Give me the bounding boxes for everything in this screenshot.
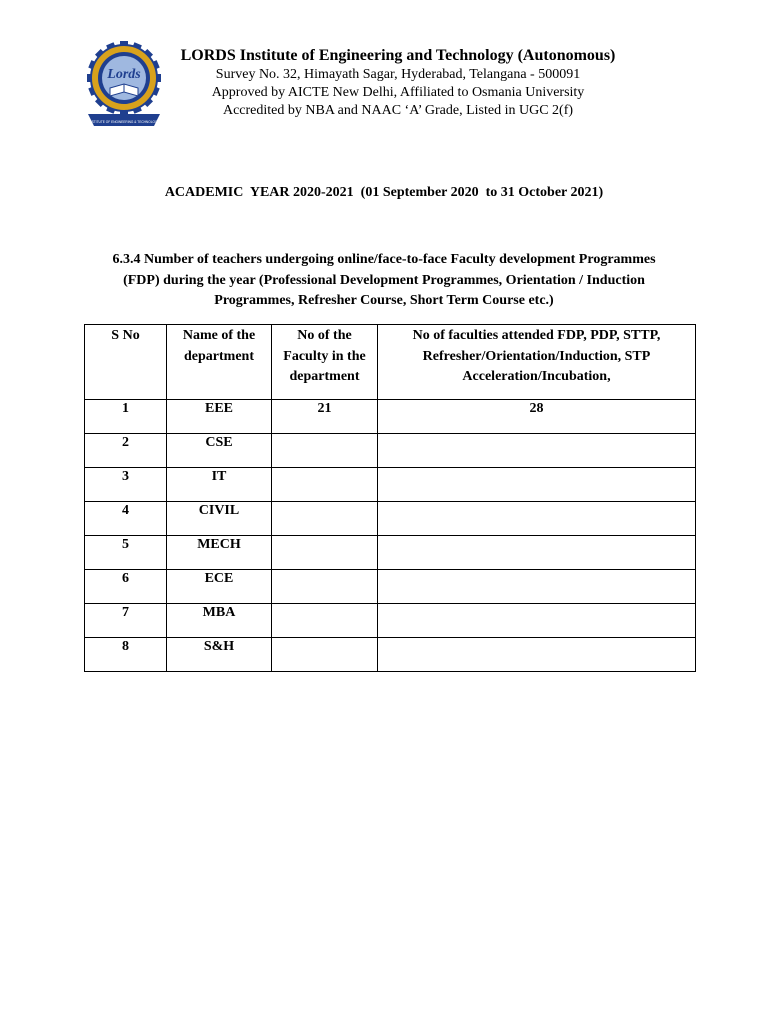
cell-faculty-count — [272, 468, 378, 502]
cell-faculty-count — [272, 434, 378, 468]
cell-department: MBA — [167, 604, 272, 638]
cell-department: S&H — [167, 638, 272, 672]
cell-faculty-count — [272, 502, 378, 536]
table-row — [85, 468, 696, 502]
cell-sno: 1 — [85, 400, 167, 434]
institute-logo — [84, 38, 164, 130]
cell-faculty-count — [272, 570, 378, 604]
criterion-line-1: 6.3.4 Number of teachers undergoing online/face-to-face Faculty development Programmes — [112, 252, 656, 267]
header-sno: S No — [85, 325, 167, 400]
institution-accreditation: Accredited by NBA and NAAC ‘A’ Grade, Listed in UGC 2(f) — [222, 103, 574, 118]
table-row — [85, 604, 696, 638]
cell-faculty-count: 21 — [272, 400, 378, 434]
cell-sno: 6 — [85, 570, 167, 604]
cell-faculties-attended — [378, 570, 696, 604]
cell-department: ECE — [167, 570, 272, 604]
cell-faculties-attended — [378, 434, 696, 468]
institution-address: Survey No. 32, Himayath Sagar, Hyderabad, Telangana - 500091 — [215, 67, 581, 82]
cell-faculties-attended — [378, 468, 696, 502]
header-faculties-attended: No of faculties attended FDP, PDP, STTP, Refresher/Orientation/Induction, STP Acceleration/Incubation, — [378, 325, 696, 400]
cell-faculties-attended — [378, 638, 696, 672]
cell-sno: 7 — [85, 604, 167, 638]
cell-sno: 5 — [85, 536, 167, 570]
criterion-line-2: (FDP) during the year (Professional Development Programmes, Orientation / Induction — [123, 272, 645, 288]
cell-sno: 8 — [85, 638, 167, 672]
cell-faculty-count — [272, 638, 378, 672]
table-header-row — [85, 325, 696, 400]
cell-faculties-attended: 28 — [378, 400, 696, 434]
letterhead — [168, 46, 628, 120]
cell-faculty-count — [272, 604, 378, 638]
cell-sno: 3 — [85, 468, 167, 502]
cell-sno: 4 — [85, 502, 167, 536]
cell-faculties-attended — [378, 536, 696, 570]
institution-approval: Approved by AICTE New Delhi, Affiliated to Osmania University — [211, 85, 585, 100]
table-row — [85, 434, 696, 468]
header-department: Name of the department — [167, 325, 272, 400]
criterion-heading — [84, 250, 684, 312]
cell-faculties-attended — [378, 604, 696, 638]
table-row — [85, 536, 696, 570]
academic-year-heading: ACADEMIC YEAR 2020-2021 (01 September 2020 to 31 October 2021) — [164, 185, 604, 200]
cell-department: CIVIL — [167, 502, 272, 536]
criterion-line-3: Programmes, Refresher Course, Short Term Course etc.) — [214, 293, 554, 308]
cell-sno: 2 — [85, 434, 167, 468]
cell-department: CSE — [167, 434, 272, 468]
institution-name: LORDS Institute of Engineering and Technology (Autonomous) — [180, 47, 616, 64]
table-row — [85, 400, 696, 434]
cell-department: MECH — [167, 536, 272, 570]
cell-department: IT — [167, 468, 272, 502]
header-faculty-count: No of the Faculty in the department — [272, 325, 378, 400]
cell-department: EEE — [167, 400, 272, 434]
logo-ring-text: INSTITUTE OF ENGINEERING & TECHNOLOGY — [88, 120, 160, 124]
cell-faculty-count — [272, 536, 378, 570]
logo-wordmark: Lords — [107, 67, 141, 82]
table-row — [85, 570, 696, 604]
table-row — [85, 638, 696, 672]
cell-faculties-attended — [378, 502, 696, 536]
fdp-table — [84, 324, 696, 672]
table-row — [85, 502, 696, 536]
